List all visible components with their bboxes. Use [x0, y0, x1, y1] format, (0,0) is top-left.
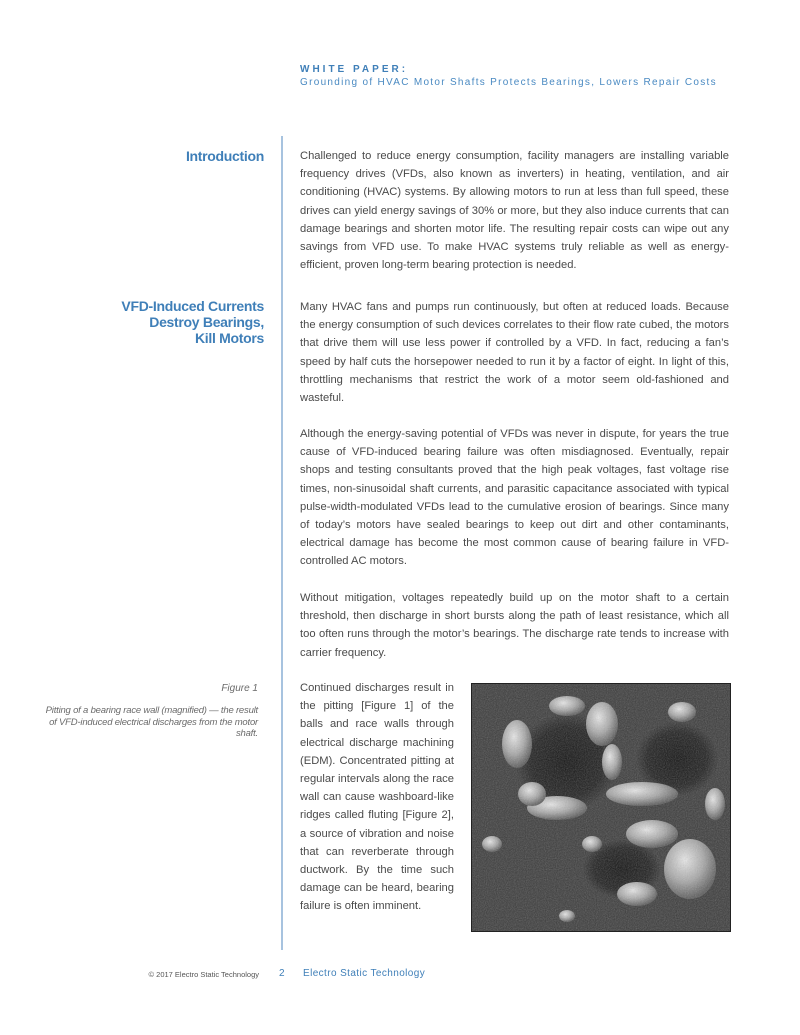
footer-company: Electro Static Technology	[303, 968, 426, 979]
vfd-body-2	[300, 425, 729, 571]
footer-copyright: © 2017 Electro Static Technology	[148, 970, 259, 979]
heading-line: Destroy Bearings,	[149, 314, 264, 330]
paragraph: Although the energy-saving potential of VFDs was never in dispute, for years the true cause of VFD-induced bearing failure was often misdiagnosed. Eventually, repair shops and testing consultants proved that the high peak voltages, fast voltage rise times, non-sinusoidal shaft currents, and parasitic capacitance associated with typical pulse-width-modulated VFDs lead to the cumulative erosion of bearings. Since many of today’s motors have sealed bearings to keep out dirt and other contaminants, electrical damage has become the most common cause of bearing failure in VFD-controlled AC motors.	[300, 428, 729, 568]
paragraph: Many HVAC fans and pumps run continuously, but often at reduced loads. Because the energy consumption of such devices correlates to their flow rate cubed, the motors that drive them will use less power if controlled by a VFD. In fact, reducing a fan’s speed by half cuts the horsepower needed to run it by a factor of eight. In light of this, throttling mechanisms that restrict the work of a motor seem old-fashioned and wasteful.	[300, 301, 729, 405]
vfd-body-4	[300, 679, 454, 916]
figure-caption: Pitting of a bearing race wall (magnified) — the result of VFD-induced electrical discharges from the motor shaft.	[45, 705, 258, 739]
heading-line: VFD-Induced Currents	[121, 298, 264, 314]
paragraph: Without mitigation, voltages repeatedly build up on the motor shaft to a certain threshold, then discharge in short bursts along the path of least resistance, which all too often runs through the motor’s bearings. The discharge rate tends to increase with carrier frequency.	[300, 592, 729, 659]
vertical-rule	[281, 136, 283, 950]
vfd-body-3	[300, 589, 729, 662]
section-heading-introduction: Introduction	[185, 148, 264, 164]
bearing-pitting-photo	[471, 683, 731, 932]
page-header	[300, 64, 780, 90]
section-heading-vfd	[121, 298, 264, 346]
page-number: 2	[279, 968, 285, 979]
paragraph: Continued discharges result in the pitting [Figure 1] of the balls and race walls through electrical discharge machining (EDM). Concentrated pitting at regular intervals along the race wall can cause washboard-like ridges called fluting [Figure 2], a source of vibration and noise that can reverberate through ductwork. By the time such damage can be heard, bearing failure is often imminent.	[300, 682, 454, 913]
figure-label: Figure 1	[221, 683, 258, 694]
introduction-body	[300, 147, 729, 274]
header-label: WHITE PAPER:	[300, 64, 409, 75]
heading-line: Kill Motors	[194, 330, 264, 346]
vfd-body-1	[300, 298, 729, 407]
paragraph: Challenged to reduce energy consumption, facility managers are installing variable frequency drives (VFDs, also known as inverters) in heating, ventilation, and air conditioning (HVAC) systems. By allowing motors to run at less than full speed, these drives can yield energy savings of 30% or more, but they also induce currents that can damage bearings and shorten motor life. The resulting repair costs can wipe out any savings from VFD use. To make HVAC systems truly reliable as well as energy-efficient, proven long-term bearing protection is needed.	[300, 150, 729, 272]
header-subtitle: Grounding of HVAC Motor Shafts Protects Bearings, Lowers Repair Costs	[300, 77, 717, 88]
